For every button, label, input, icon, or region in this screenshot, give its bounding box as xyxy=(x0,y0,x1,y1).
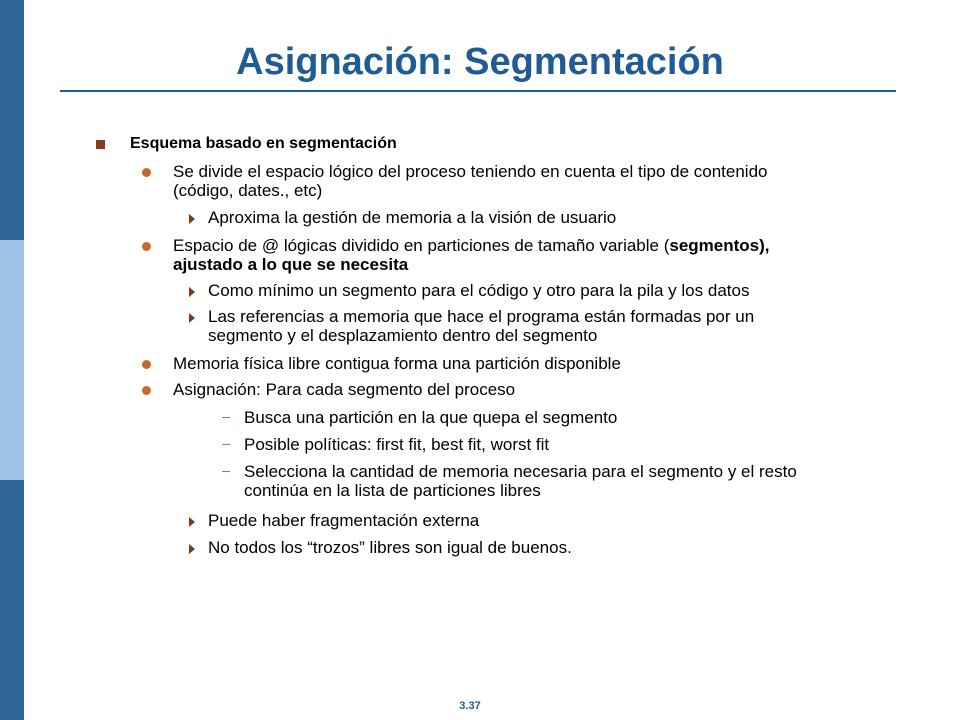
sidebar-block-top xyxy=(0,0,24,240)
square-bullet-icon xyxy=(96,140,105,149)
sub-bullet-text-continued: segmento y el desplazamiento dentro del segmento xyxy=(208,326,598,345)
round-bullet-icon xyxy=(142,360,151,369)
sidebar-block-middle xyxy=(0,240,24,480)
triangle-bullet-icon xyxy=(189,287,195,297)
bullet-text-continued: (código, dates., etc) xyxy=(173,181,323,200)
bullet-text-bold: segmentos), xyxy=(669,236,770,255)
sidebar-decoration xyxy=(0,0,24,720)
triangle-bullet-icon xyxy=(189,544,195,554)
dash-bullet-text: Busca una partición en la que quepa el segmento xyxy=(244,408,618,427)
dash-bullet-icon xyxy=(222,417,230,418)
sub-bullet-text: Puede haber fragmentación externa xyxy=(208,511,480,530)
round-bullet-icon xyxy=(142,386,151,395)
triangle-bullet-icon xyxy=(189,517,195,527)
dash-bullet-text: Selecciona la cantidad de memoria necesaria para el segmento y el resto xyxy=(244,462,797,481)
round-bullet-icon xyxy=(142,242,151,251)
title-divider xyxy=(60,90,896,92)
triangle-bullet-icon xyxy=(189,214,195,224)
bullet-text: Memoria física libre contigua forma una partición disponible xyxy=(173,354,621,373)
bullet-text-continued: ajustado a lo que se necesita xyxy=(173,255,409,274)
page-number: 3.37 xyxy=(459,700,481,712)
bullet-text: Se divide el espacio lógico del proceso teniendo en cuenta el tipo de contenido xyxy=(173,162,768,181)
dash-bullet-text-continued: continúa en la lista de particiones libres xyxy=(244,481,541,500)
sub-bullet-text: No todos los “trozos” libres son igual de buenos. xyxy=(208,538,572,557)
sub-bullet-text: Aproxima la gestión de memoria a la visión de usuario xyxy=(208,208,617,227)
dash-bullet-icon xyxy=(222,471,230,472)
sub-bullet-text: Las referencias a memoria que hace el programa están formadas por un xyxy=(208,307,755,326)
triangle-bullet-icon xyxy=(189,313,195,323)
bullet-text: Asignación: Para cada segmento del proceso xyxy=(173,380,516,399)
dash-bullet-icon xyxy=(222,444,230,445)
round-bullet-icon xyxy=(142,168,151,177)
bullet-text-part: Espacio de @ lógicas dividido en particiones de tamaño variable ( xyxy=(173,236,670,255)
sub-bullet-text: Como mínimo un segmento para el código y otro para la pila y los datos xyxy=(208,281,750,300)
bullet-text xyxy=(173,236,770,255)
dash-bullet-text: Posible políticas: first fit, best fit, worst fit xyxy=(244,435,550,454)
heading-text: Esquema basado en segmentación xyxy=(130,135,397,152)
sidebar-block-bottom xyxy=(0,480,24,720)
slide-title: Asignación: Segmentación xyxy=(236,41,724,83)
